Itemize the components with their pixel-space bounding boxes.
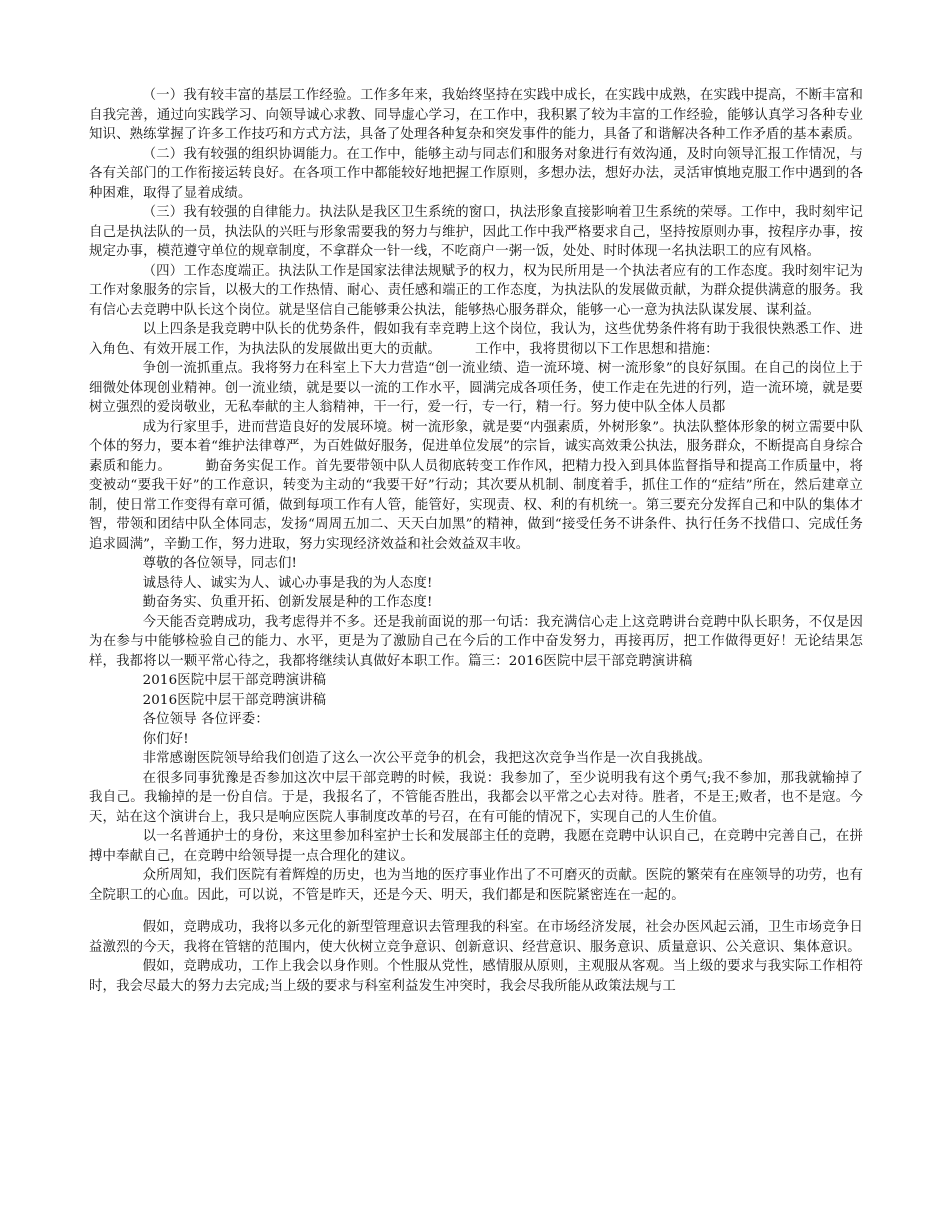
document-body: [89, 86, 863, 1216]
paragraph: 非常感谢医院领导给我们创造了这么一次公平竞争的机会，我把这次竞争当作是一次自我挑战。: [142, 751, 712, 766]
section-title: 2016医院中层干部竞聘演讲稿: [142, 673, 327, 688]
paragraph: 在很多同事犹豫是否参加这次中层干部竞聘的时候，我说：我参加了，至少说明我有这个勇气;我不参加，那我就输掉了我自己。我输掉的是一份自信。于是，我报名了，不管能否胜出，我都会以平常之心去对待。胜者，不是王;败者，也不是寇。今天，站在这个演讲台上，我只是响应医院人事制度改革的号召，在有可能的情况下，实现自己的人生价值。: [89, 770, 863, 825]
greeting: 尊敬的各位领导，同志们!: [142, 556, 298, 571]
paragraph: 诚恳待人、诚实为人、诚心办事是我的为人态度!: [142, 575, 433, 591]
paragraph: （三）我有较强的自律能力。执法队是我区卫生系统的窗口，执法形象直接影响着卫生系统的荣辱。工作中，我时刻牢记自己是执法队的一员，执法队的兴旺与形象需要我的努力与维护，因此工作中我严格要求自己，坚持按原则办事，按程序办事，按规定办事，模范遵守单位的规章制度，不拿群众一针一线，不吃商户一粥一饭，处处、时时体现一名执法职工的应有风格。: [89, 205, 863, 259]
section-title: 2016医院中层干部竞聘演讲稿: [142, 692, 327, 708]
paragraph: 以一名普通护士的身份，来这里参加科室护士长和发展部主任的竞聘，我愿在竞聘中认识自己，在竞聘中完善自己，在拼搏中奉献自己，在竞聘中给领导提一点合理化的建议。: [89, 829, 863, 864]
paragraph: 争创一流抓重点。我将努力在科室上下大力营造“创一流业绩、造一流环境、树一流形象”的良好氛围。在自己的岗位上于细微处体现创业精神。创一流业绩，就是要以一流的工作水平，圆满完成各项任务，使工作走在先进的行列，造一流环境，就是要树立强烈的爱岗敬业，无私奉献的主人翁精神，干一行，爱一行，专一行，精一行。努力使中队全体人员都: [89, 361, 863, 415]
paragraph: 假如，竞聘成功，我将以多元化的新型管理意识去管理我的科室。在市场经济发展，社会办医风起云涌，卫生市场竞争日益激烈的今天，我将在管辖的范围内，使大伙树立竞争意识、创新意识、经营意识、服务意识、质量意识、公关意识、集体意识。: [89, 920, 863, 955]
paragraph: （四）工作态度端正。执法队工作是国家法律法规赋予的权力，权为民所用是一个执法者应有的工作态度。我时刻牢记为工作对象服务的宗旨，以极大的工作热情、耐心、责任感和端正的工作态度，为执法队的发展做贡献，为群众提供满意的服务。我有信心去竞聘中队长这个岗位。就是坚信自己能够秉公执法，能够热心服务群众，能够一心一意为执法队谋发展、谋利益。: [89, 263, 863, 318]
paragraph: 勤奋务实、负重开拓、创新发展是种的工作态度!: [142, 595, 433, 610]
salutation: 各位领导 各位评委：: [142, 712, 269, 727]
paragraph: 众所周知，我们医院有着辉煌的历史，也为当地的医疗事业作出了不可磨灭的贡献。医院的繁荣有在座领导的功劳，也有全院职工的心血。因此，可以说，不管是昨天，还是今天、明天，我们都是和医院紧密连在一起的。: [89, 868, 863, 903]
paragraph: 成为行家里手，进而营造良好的发展环境。树一流形象，就是要“内强素质，外树形象”。执法队整体形象的树立需要中队个体的努力，要本着“维护法律尊严，为百姓做好服务，促进单位发展”的宗旨，诚实高效秉公执法，服务群众，不断提高自身综合素质和能力。 勤奋务实促工作。首先要带领中队人员彻底转变工作作风，把精力投入到具体监督指导和提高工作质量中，将变被动“要我干好”的工作意识，转变为主动的“我要干好”行动；其次要从机制、制度着手，抓住工作的“症结”所在，然后建章立制，使日常工作变得有章可循，做到每项工作有人管，能管好，实现责、权、利的有机统一。第三要充分发挥自己和中队的集体才智，带领和团结中队全体同志，发扬“周周五加二、天天白加黑”的精神，做到“接受任务不讲条件、执行任务不找借口、完成任务追求圆满”，辛勤工作，努力进取，努力实现经济效益和社会效益双丰收。: [89, 419, 863, 552]
paragraph: 今天能否竞聘成功，我考虑得并不多。还是我前面说的那一句话：我充满信心走上这竞聘讲台竞聘中队长职务，不仅是因为在参与中能够检验自己的能力、水平，更是为了激励自己在今后的工作中奋发努力，再接再厉，把工作做得更好！无论结果怎样，我都将以一颗平常心待之，我都将继续认真做好本职工作。篇三：2016医院中层干部竞聘演讲稿: [89, 614, 863, 669]
greeting: 你们好!: [142, 731, 189, 747]
paragraph-gap: [89, 905, 863, 918]
paragraph: （一）我有较丰富的基层工作经验。工作多年来，我始终坚持在实践中成长，在实践中成熟，在实践中提高，不断丰富和自我完善，通过向实践学习、向领导诚心求教、同导虚心学习，在工作中，我积累了较为丰富的工作经验，能够认真学习各种专业知识、熟练掌握了许多工作技巧和方式方法，具备了处理各种复杂和突发事件的能力，具备了和谐解决各种工作矛盾的基本素质。: [89, 88, 863, 142]
paragraph: 假如，竞聘成功，工作上我会以身作则。个性服从党性，感情服从原则，主观服从客观。当上级的要求与我实际工作相符时，我会尽最大的努力去完成;当上级的要求与科室利益发生冲突时，我会尽我所能从政策法规与工: [89, 959, 863, 994]
paragraph: （二）我有较强的组织协调能力。在工作中，能够主动与同志们和服务对象进行有效沟通，及时向领导汇报工作情况，与各有关部门的工作衔接运转良好。在各项工作中都能较好地把握工作原则，多想办法，想好办法，灵活审慎地克服工作中遇到的各种困难，取得了显着成绩。: [89, 146, 863, 201]
paragraph: 以上四条是我竞聘中队长的优势条件，假如我有幸竞聘上这个岗位，我认为，这些优势条件将有助于我很快熟悉工作、进入角色、有效开展工作，为执法队的发展做出更大的贡献。 工作中，我将贯彻以下工作思想和措施：: [89, 322, 863, 357]
